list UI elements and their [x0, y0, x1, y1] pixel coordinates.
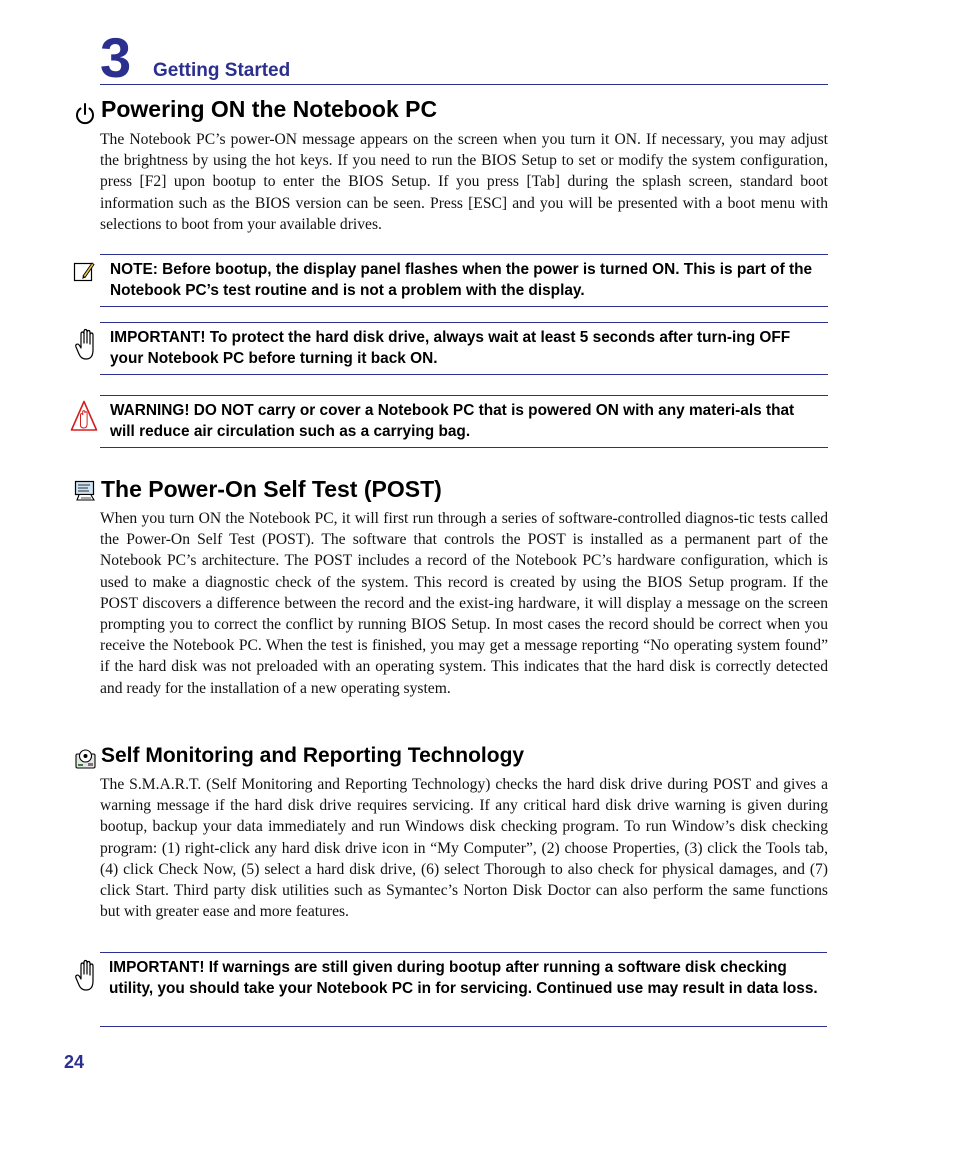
warning-callout: [100, 395, 828, 448]
section-body-smart: The S.M.A.R.T. (Self Monitoring and Reporting Technology) checks the hard disk drive during POST and gives a warning message if the hard disk drive requires servicing. If any critical hard disk drive warning is given during bootup, backup your data immediately and run Windows disk checking program. To run Window’s disk checking program: (1) right-click any hard disk drive icon in “My Computer”, (2) choose Properties, (3) click the Tools tab, (4) click Check Now, (5) select a hard disk drive, (6) select Thorough to also check for physical damages, and (7) click Start. Third party disk utilities such as Symantec’s Norton Disk Doctor can also perform the same functions but with greater ease and more features.: [100, 776, 828, 921]
note-callout-text: NOTE: Before bootup, the display panel flashes when the power is turned ON. This is part of the Notebook PC’s test routine and is not a problem with the display.: [110, 261, 813, 299]
important-callout-text: IMPORTANT! To protect the hard disk drive, always wait at least 5 seconds after turn-ing OFF your Notebook PC before turning it back ON.: [110, 329, 791, 367]
important-callout-final-text: IMPORTANT! If warnings are still given during bootup after running a software disk checking utility, you should take your Notebook PC in for servicing. Continued use may result in data loss.: [109, 959, 818, 997]
important-callout: [100, 322, 828, 375]
page-number: 24: [64, 1052, 85, 1072]
note-callout: [100, 254, 828, 307]
chapter-title: Getting Started: [153, 60, 291, 81]
monitor-test-icon: [74, 480, 98, 502]
note-pencil-icon: [73, 260, 95, 282]
warning-hand-icon: [70, 400, 98, 434]
section-body-post: When you turn ON the Notebook PC, it will first run through a series of software-controlled diagnos-tic tests called the Power-On Self Test (POST). The software that controls the POST is installed as a permanent part of the Notebook PC’s architecture. The POST includes a record of the Notebook PC’s hardware configuration, which is used to make a diagnostic check of the system. This record is created by using the BIOS Setup program. If the POST discovers a difference between the record and the exist-ing hardware, it will display a message on the screen prompting you to correct the conflict by running BIOS Setup. In most cases the record should be correct when you receive the Notebook PC. When the test is finished, you may get a message reporting “No operating system found” if the hard disk was not preloaded with an operating system. This indicates that the hard disk is correctly detected and ready for the installation of a new operating system.: [100, 510, 828, 697]
smart-disk-icon: [74, 747, 98, 771]
warning-callout-text: WARNING! DO NOT carry or cover a Notebook PC that is powered ON with any materi-als that will reduce air circulation such as a carrying bag.: [110, 402, 795, 440]
section-title-post: The Power-On Self Test (POST): [101, 476, 442, 502]
section-title-powering-on: Powering ON the Notebook PC: [101, 96, 438, 122]
chapter-number: 3: [100, 26, 132, 89]
section-title-smart: Self Monitoring and Reporting Technology: [101, 744, 525, 767]
power-icon: [74, 102, 96, 126]
header-rule: [100, 84, 828, 85]
important-callout-final: [100, 952, 827, 1027]
hand-important-icon: [74, 328, 98, 362]
section-body-powering-on: The Notebook PC’s power-ON message appears on the screen when you turn it ON. If necessary, you may adjust the brightness by using the hot keys. If you need to run the BIOS Setup to set or modify the system configuration, press [F2] upon bootup to enter the BIOS Setup. If you press [Tab] during the splash screen, standard boot information such as the BIOS version can be seen. Press [ESC] and you will be presented with a boot menu with selections to boot from your available drives.: [100, 131, 828, 233]
hand-important-icon: [74, 959, 98, 993]
